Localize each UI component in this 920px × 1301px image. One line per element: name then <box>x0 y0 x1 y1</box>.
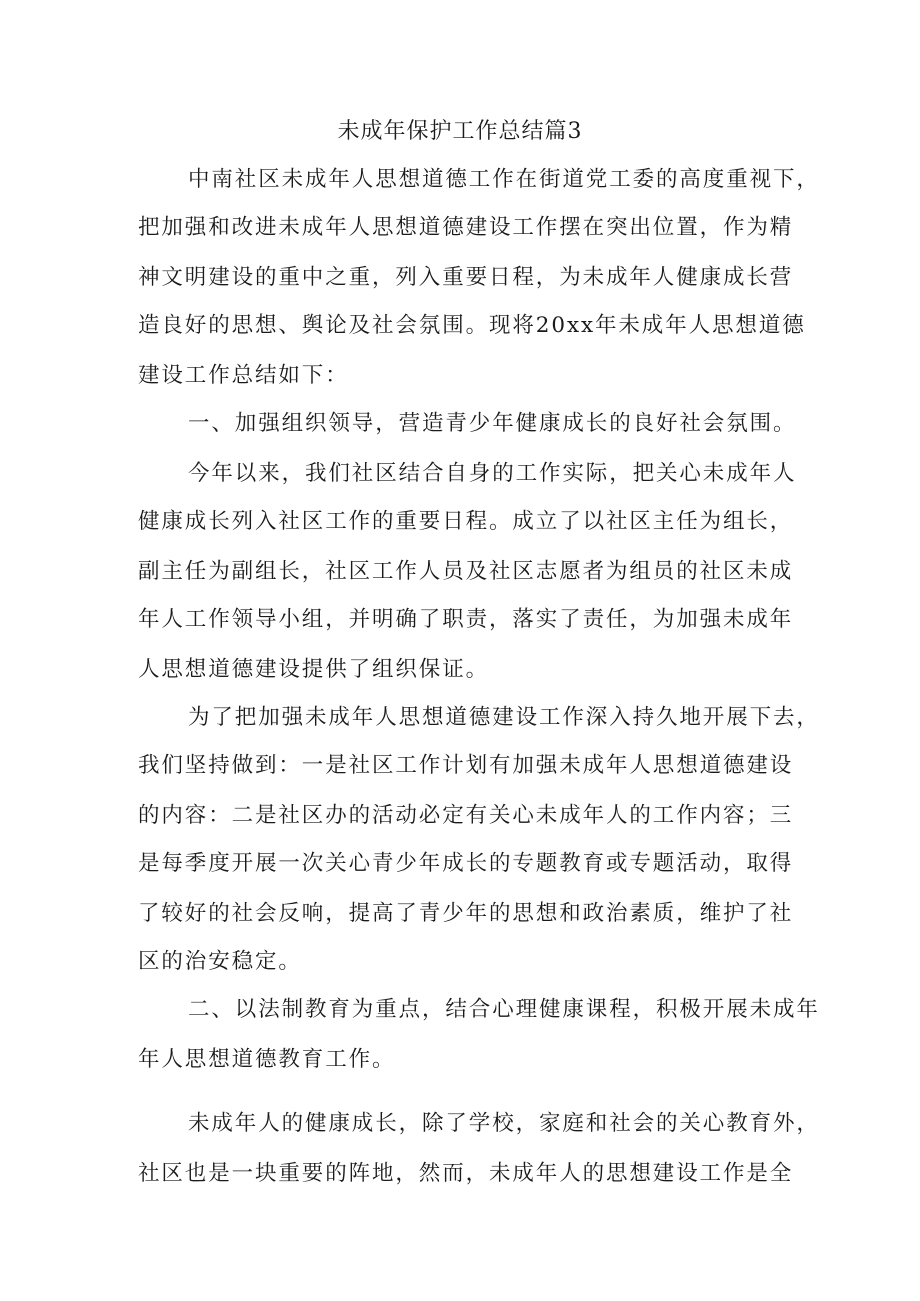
paragraph-line: 是每季度开展一次关心青少年成长的专题教育或专题活动，取得 <box>138 851 794 876</box>
paragraph-line: 建设工作总结如下： <box>138 363 349 388</box>
paragraph-line: 区的治安稳定。 <box>138 949 302 974</box>
paragraph-line: 中南社区未成年人思想道德工作在街道党工委的高度重视下， <box>188 167 820 192</box>
document-title: 未成年保护工作总结篇3 <box>337 119 583 144</box>
paragraph-line: 了较好的社会反响，提高了青少年的思想和政治素质，维护了社 <box>138 901 794 926</box>
paragraph-line: 把加强和改进未成年人思想道德建设工作摆在突出位置，作为精 <box>138 215 794 240</box>
paragraph-line: 造良好的思想、舆论及社会氛围。现将20xx年未成年人思想道德 <box>138 313 806 338</box>
paragraph-line: 今年以来，我们社区结合自身的工作实际，把关心未成年人 <box>188 461 797 486</box>
paragraph-line: 社区也是一块重要的阵地，然而，未成年人的思想建设工作是全 <box>138 1161 794 1186</box>
paragraph-line: 人思想道德建设提供了组织保证。 <box>138 657 490 682</box>
paragraph-line: 年人工作领导小组，并明确了职责，落实了责任，为加强未成年 <box>138 607 794 632</box>
paragraph-line: 的内容：二是社区办的活动必定有关心未成年人的工作内容；三 <box>138 803 794 828</box>
paragraph-line: 健康成长列入社区工作的重要日程。成立了以社区主任为组长， <box>138 509 794 534</box>
paragraph-line: 我们坚持做到：一是社区工作计划有加强未成年人思想道德建设 <box>138 753 794 778</box>
section-heading: 二、以法制教育为重点，结合心理健康课程，积极开展未成年 <box>188 997 820 1022</box>
paragraph-line: 未成年人的健康成长，除了学校，家庭和社会的关心教育外， <box>188 1111 820 1136</box>
section-heading: 年人思想道德教育工作。 <box>138 1047 396 1072</box>
paragraph-line: 神文明建设的重中之重，列入重要日程，为未成年人健康成长营 <box>138 265 794 290</box>
section-heading: 一、加强组织领导，营造青少年健康成长的良好社会氛围。 <box>188 411 797 436</box>
paragraph-line: 为了把加强未成年人思想道德建设工作深入持久地开展下去， <box>188 705 820 730</box>
paragraph-line: 副主任为副组长，社区工作人员及社区志愿者为组员的社区未成 <box>138 559 794 584</box>
